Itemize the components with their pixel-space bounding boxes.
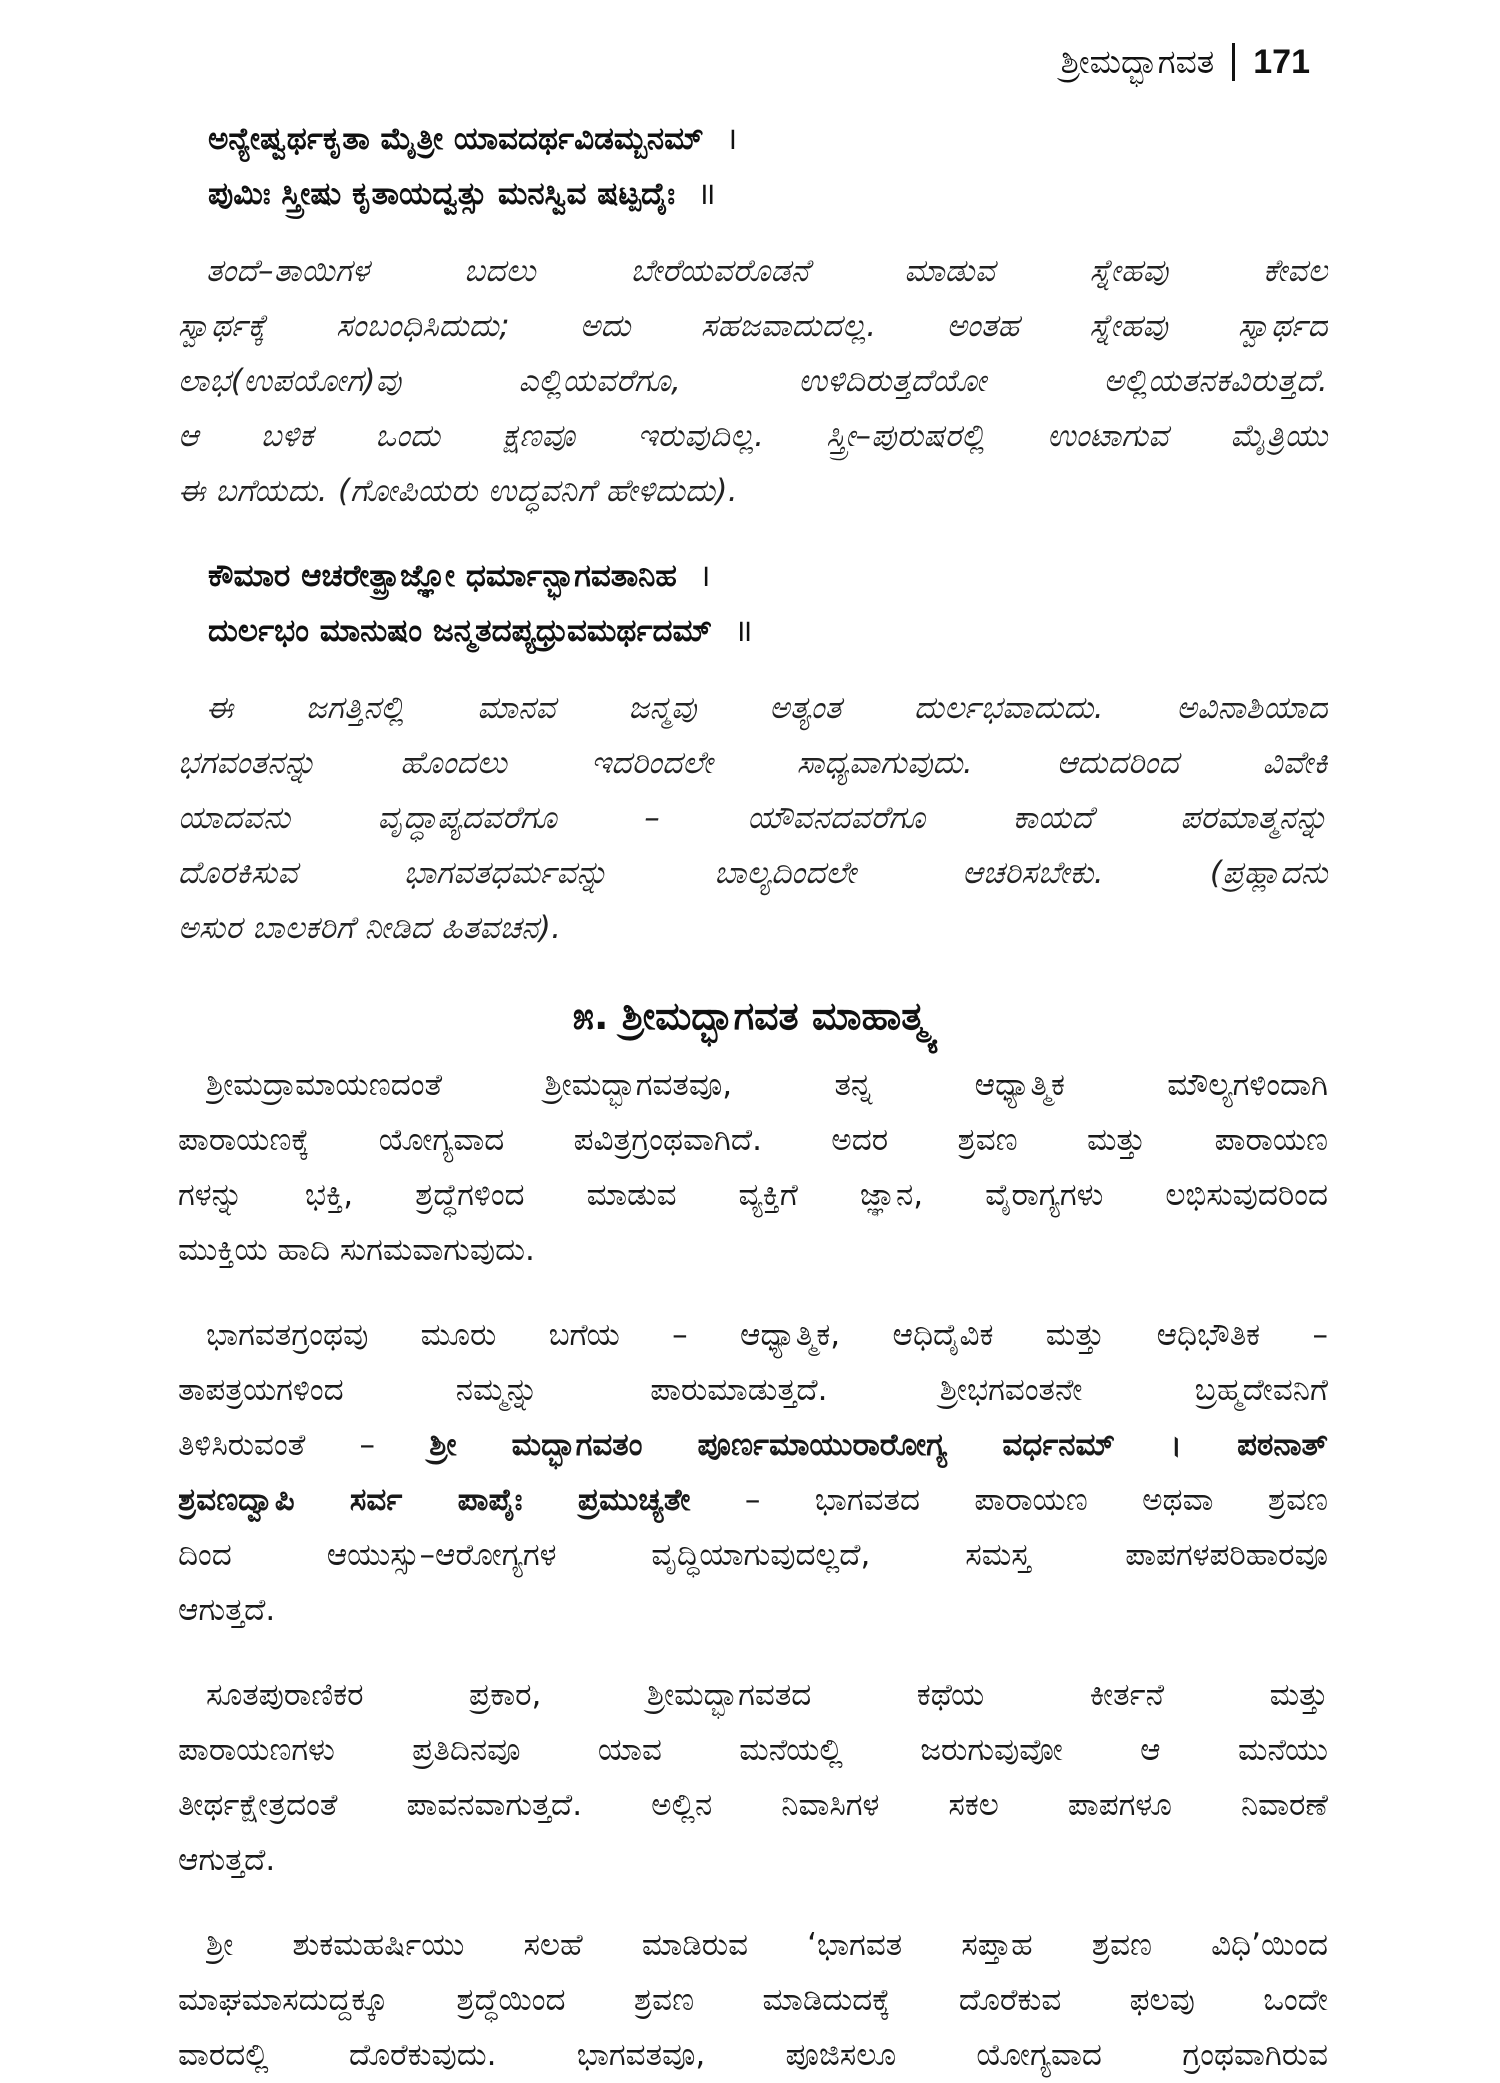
verse-line: ದುರ್ಲಭಂ ಮಾನುಷಂ ಜನ್ಮತದಪ್ಯಧ್ರುವಮರ್ಥದಮ್ ॥ xyxy=(208,613,753,649)
text-line: ಶ್ರೀ ಶುಕಮಹರ್ಷಿಯು ಸಲಹೆ ಮಾಡಿರುವ ‘ಭಾಗವತ ಸಪ್ತಾಹ ಶ್ರವಣ ವಿಧಿ’ಯಿಂದ xyxy=(206,1927,1328,1963)
verse-line: ಕೌಮಾರ ಆಚರೇತ್ಪ್ರಾಜ್ಞೋ ಧರ್ಮಾನ್ಭಾಗವತಾನಿಹ । xyxy=(208,558,711,594)
page-body xyxy=(178,112,1328,2083)
text-line: ಸ್ವಾರ್ಥಕ್ಕೆ ಸಂಬಂಧಿಸಿದುದು; ಅದು ಸಹಜವಾದುದಲ್ಲ. ಅಂತಹ ಸ್ನೇಹವು ಸ್ವಾರ್ಥದ xyxy=(178,308,1328,344)
text-line: ಅಸುರ ಬಾಲಕರಿಗೆ ನೀಡಿದ ಹಿತವಚನ). xyxy=(178,910,562,946)
text-line: ಲಾಭ(ಉಪಯೋಗ)ವು ಎಲ್ಲಿಯವರೆಗೂ, ಉಳಿದಿರುತ್ತದೆಯೋ ಅಲ್ಲಿಯತನಕವಿರುತ್ತದೆ. xyxy=(178,363,1328,399)
running-header xyxy=(1061,42,1310,82)
verse-1-translation xyxy=(178,244,1328,519)
text-line: ಮುಕ್ತಿಯ ಹಾದಿ ಸುಗಮವಾಗುವುದು. xyxy=(178,1232,535,1268)
verse-line: ಪುಮಿಃ ಸ್ತ್ರೀಷು ಕೃತಾಯದ್ವತ್ಸು ಮನಸ್ವಿವ ಷಟ್ಪದೈಃ ॥ xyxy=(208,176,716,212)
quoted-shloka: ಶ್ರೀ ಮದ್ಭಾಗವತಂ ಪೂರ್ಣಮಾಯುರಾರೋಗ್ಯ ವರ್ಧನಮ್ । ಪಠನಾತ್ xyxy=(429,1427,1328,1463)
paragraph-sutapuranika xyxy=(178,1668,1328,1888)
text-line: ತಂದೆ–ತಾಯಿಗಳ ಬದಲು ಬೇರೆಯವರೊಡನೆ ಮಾಡುವ ಸ್ನೇಹವು ಕೇವಲ xyxy=(206,253,1328,289)
header-divider xyxy=(1232,43,1235,81)
text-line: ಗಳನ್ನು ಭಕ್ತಿ, ಶ್ರದ್ಧೆಗಳಿಂದ ಮಾಡುವ ವ್ಯಕ್ತಿಗೆ ಜ್ಞಾನ, ವೈರಾಗ್ಯಗಳು ಲಭಿಸುವುದರಿಂದ xyxy=(178,1177,1328,1213)
paragraph-tapatraya xyxy=(178,1308,1328,1638)
text-line: ತೀರ್ಥಕ್ಷೇತ್ರದಂತೆ ಪಾವನವಾಗುತ್ತದೆ. ಅಲ್ಲಿನ ನಿವಾಸಿಗಳ ಸಕಲ ಪಾಪಗಳೂ ನಿವಾರಣೆ xyxy=(178,1787,1328,1823)
sanskrit-verse-2 xyxy=(208,549,1328,659)
sanskrit-verse-1 xyxy=(208,112,1328,222)
text-line: ಈ ಬಗೆಯದು. (ಗೋಪಿಯರು ಉದ್ಧವನಿಗೆ ಹೇಳಿದುದು). xyxy=(178,473,738,509)
text-line: ದಿಂದ ಆಯುಸ್ಸು–ಆರೋಗ್ಯಗಳ ವೃದ್ಧಿಯಾಗುವುದಲ್ಲದೆ, ಸಮಸ್ತ ಪಾಪಗಳಪರಿಹಾರವೂ xyxy=(178,1537,1328,1573)
text-line: ತಿಳಿಸಿರುವಂತೆ – ಶ್ರೀ ಮದ್ಭಾಗವತಂ ಪೂರ್ಣಮಾಯುರಾರೋಗ್ಯ ವರ್ಧನಮ್ । ಪಠನಾತ್ xyxy=(178,1427,1328,1463)
running-title: ಶ್ರೀಮದ್ಭಾಗವತ xyxy=(1060,42,1215,81)
text-line: ಭಾಗವತಗ್ರಂಥವು ಮೂರು ಬಗೆಯ – ಆಧ್ಯಾತ್ಮಿಕ, ಆಧಿದೈವಿಕ ಮತ್ತು ಆಧಿಭೌತಿಕ – xyxy=(206,1317,1328,1353)
verse-2-translation xyxy=(178,681,1328,956)
text-line: ಈ ಜಗತ್ತಿನಲ್ಲಿ ಮಾನವ ಜನ್ಮವು ಅತ್ಯಂತ ದುರ್ಲಭವಾದುದು. ಅವಿನಾಶಿಯಾದ xyxy=(206,690,1328,726)
text-line: ಶ್ರೀಮದ್ರಾಮಾಯಣದಂತೆ ಶ್ರೀಮದ್ಭಾಗವತವೂ, ತನ್ನ ಆಧ್ಯಾತ್ಮಿಕ ಮೌಲ್ಯಗಳಿಂದಾಗಿ xyxy=(206,1067,1328,1103)
text-line: ದೊರಕಿಸುವ ಭಾಗವತಧರ್ಮವನ್ನು ಬಾಲ್ಯದಿಂದಲೇ ಆಚರಿಸಬೇಕು. (ಪ್ರಹ್ಲಾದನು xyxy=(178,855,1328,891)
text-line: ಆಗುತ್ತದೆ. xyxy=(178,1592,276,1628)
quoted-shloka: ಶ್ರವಣದ್ವಾಪಿ ಸರ್ವ ಪಾಪೈಃ ಪ್ರಮುಚ್ಯತೇ xyxy=(178,1482,691,1518)
text-line: ಶ್ರವಣದ್ವಾಪಿ ಸರ್ವ ಪಾಪೈಃ ಪ್ರಮುಚ್ಯತೇ – ಭಾಗವತದ ಪಾರಾಯಣ ಅಥವಾ ಶ್ರವಣ xyxy=(178,1482,1328,1518)
paragraph-saptaha xyxy=(178,1918,1328,2083)
section-heading: ೫. ಶ್ರೀಮದ್ಭಾಗವತ ಮಾಹಾತ್ಮ್ಯ xyxy=(572,994,934,1038)
text-line: ಯಾದವನು ವೃದ್ಧಾಪ್ಯದವರೆಗೂ – ಯೌವನದವರೆಗೂ ಕಾಯದೆ ಪರಮಾತ್ಮನನ್ನು xyxy=(178,800,1328,836)
text-line: ವಾರದಲ್ಲಿ ದೊರೆಕುವುದು. ಭಾಗವತವೂ, ಪೂಜಿಸಲೂ ಯೋಗ್ಯವಾದ ಗ್ರಂಥವಾಗಿರುವ xyxy=(178,2037,1328,2073)
page-number: 171 xyxy=(1253,42,1310,81)
text-line: ಪಾರಾಯಣಗಳು ಪ್ರತಿದಿನವೂ ಯಾವ ಮನೆಯಲ್ಲಿ ಜರುಗುವುವೋ ಆ ಮನೆಯು xyxy=(178,1732,1328,1768)
verse-line: ಅನ್ಯೇಷ್ವರ್ಥಕೃತಾ ಮೈತ್ರೀ ಯಾವದರ್ಥವಿಡಮ್ಬನಮ್ । xyxy=(208,121,738,157)
text-line: ಮಾಘಮಾಸದುದ್ದಕ್ಕೂ ಶ್ರದ್ಧೆಯಿಂದ ಶ್ರವಣ ಮಾಡಿದುದಕ್ಕೆ ದೊರೆಕುವ ಫಲವು ಒಂದೇ xyxy=(178,1982,1328,2018)
text-line: ಭಗವಂತನನ್ನು ಹೊಂದಲು ಇದರಿಂದಲೇ ಸಾಧ್ಯವಾಗುವುದು. ಆದುದರಿಂದ ವಿವೇಕಿ xyxy=(178,745,1328,781)
text-line: ಆಗುತ್ತದೆ. xyxy=(178,1842,276,1878)
text-line: ಪಾರಾಯಣಕ್ಕೆ ಯೋಗ್ಯವಾದ ಪವಿತ್ರಗ್ರಂಥವಾಗಿದೆ. ಅದರ ಶ್ರವಣ ಮತ್ತು ಪಾರಾಯಣ xyxy=(178,1122,1328,1158)
text-line: ತಾಪತ್ರಯಗಳಿಂದ ನಮ್ಮನ್ನು ಪಾರುಮಾಡುತ್ತದೆ. ಶ್ರೀಭಗವಂತನೇ ಬ್ರಹ್ಮದೇವನಿಗೆ xyxy=(178,1372,1328,1408)
text-line: ಆ ಬಳಿಕ ಒಂದು ಕ್ಷಣವೂ ಇರುವುದಿಲ್ಲ. ಸ್ತ್ರೀ–ಪುರುಷರಲ್ಲಿ ಉಂಟಾಗುವ ಮೈತ್ರಿಯು xyxy=(178,418,1328,454)
text-line: ಸೂತಪುರಾಣಿಕರ ಪ್ರಕಾರ, ಶ್ರೀಮದ್ಭಾಗವತದ ಕಥೆಯ ಕೀರ್ತನೆ ಮತ್ತು xyxy=(206,1677,1328,1713)
paragraph-mahatmya-intro xyxy=(178,1058,1328,1278)
